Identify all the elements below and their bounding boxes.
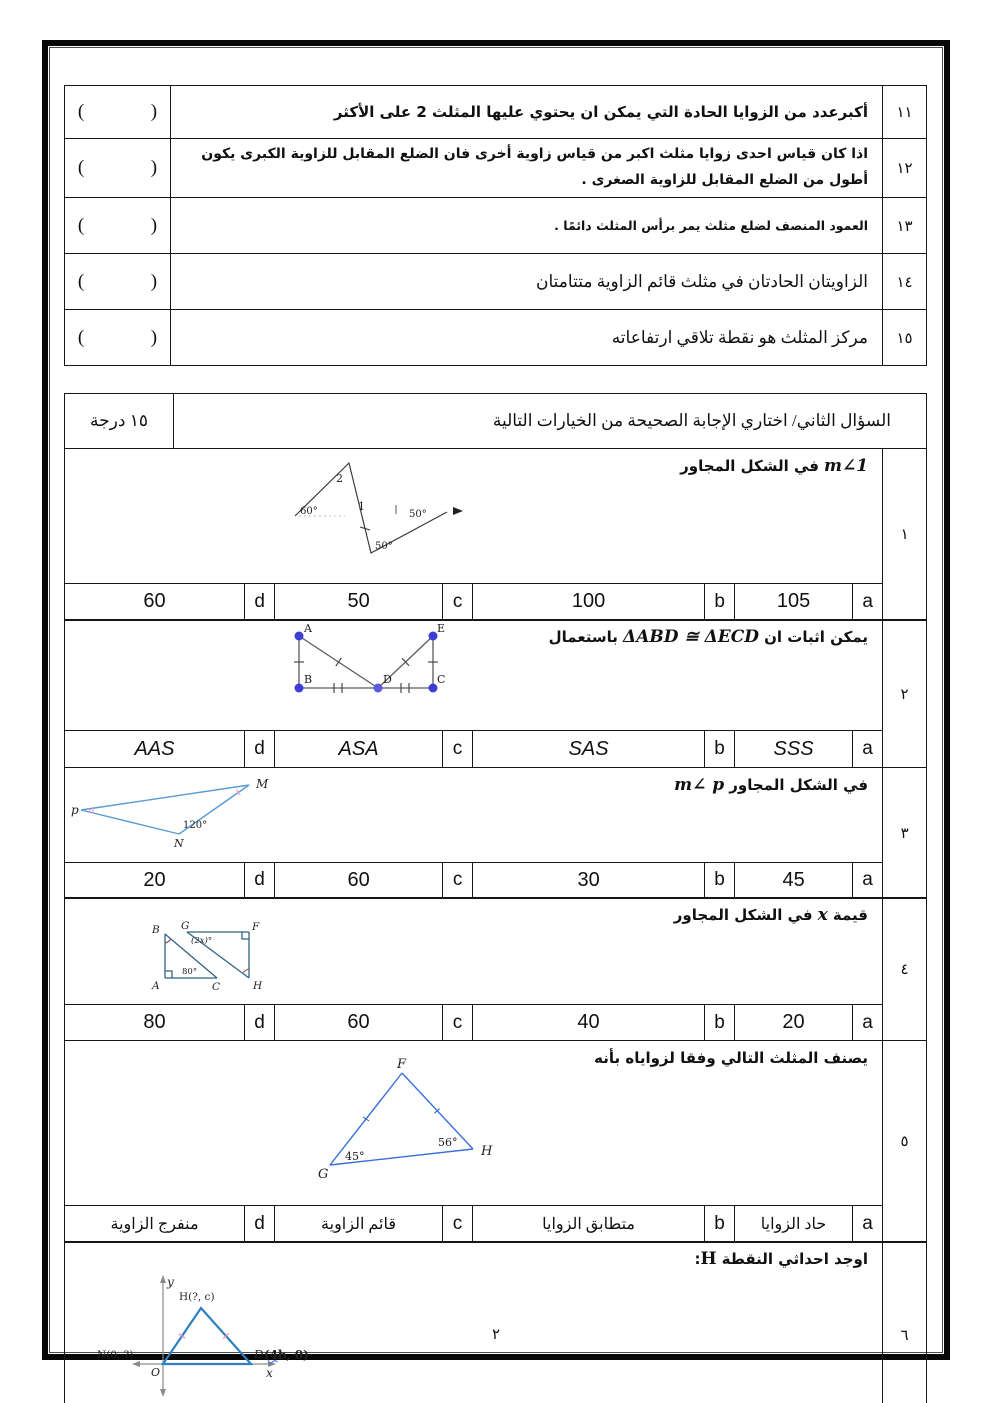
section-title: السؤال الثاني/ اختاري الإجابة الصحيحة من الخيارات التالية bbox=[174, 394, 927, 449]
vertex-G-label: G bbox=[318, 1166, 329, 1182]
option-value-d: AAS bbox=[65, 731, 245, 768]
point-D-label: D bbox=[254, 1347, 264, 1361]
question-body bbox=[65, 1242, 883, 1403]
vertex-A-label: A bbox=[152, 980, 160, 992]
angle-120-label: 120° bbox=[183, 819, 208, 831]
tf-item-number: ١٢ bbox=[883, 139, 927, 198]
option-letter-a: a bbox=[853, 731, 883, 768]
tf-row-11 bbox=[65, 86, 927, 139]
question-text-pre: اوجد احداثي النقطة bbox=[721, 1250, 868, 1268]
figure-q3-triangle-pmn bbox=[69, 774, 287, 850]
tf-answer-parens: ( ) bbox=[65, 198, 171, 254]
question-number: ٦ bbox=[883, 1242, 927, 1403]
tf-item-number: ١٤ bbox=[883, 254, 927, 310]
question-number: ٣ bbox=[883, 767, 927, 898]
page-frame-inner-line bbox=[49, 47, 943, 1380]
figure-q5-triangle-fgh bbox=[305, 1057, 510, 1187]
vertex-E-label: E bbox=[437, 622, 446, 635]
option-letter-c: c bbox=[443, 1205, 473, 1242]
option-value-a: SSS bbox=[735, 731, 853, 768]
option-letter-d: d bbox=[245, 1005, 275, 1041]
tf-statement: اذا كان قياس احدى زوايا مثلث اكبر من قياس زاوية أخرى فان الضلع المقابل للزاوية الكبرى يكون أطول من الضلع المقابل للزاوية الصغرى . bbox=[171, 139, 883, 198]
page-number: ٢ bbox=[491, 1327, 501, 1343]
figure-q2-congruent-triangles bbox=[283, 622, 453, 708]
option-value-c: 60 bbox=[275, 862, 443, 898]
option-value-a: حاد الزوايا bbox=[735, 1205, 853, 1242]
option-value-c: 60 bbox=[275, 1005, 443, 1041]
vertex-H-label: H bbox=[253, 980, 263, 992]
question-text: في الشكل المجاور bbox=[729, 775, 869, 794]
question-number: ٥ bbox=[883, 1040, 927, 1242]
option-value-c: ASA bbox=[275, 731, 443, 768]
answers-row bbox=[65, 1205, 927, 1242]
question-body bbox=[65, 767, 883, 862]
question-number: ٢ bbox=[883, 620, 927, 768]
option-letter-c: c bbox=[443, 862, 473, 898]
answers-row bbox=[65, 1005, 927, 1041]
option-value-c: 50 bbox=[275, 583, 443, 620]
option-letter-d: d bbox=[245, 862, 275, 898]
true-false-table bbox=[64, 85, 927, 366]
vertex-C-label: C bbox=[212, 981, 221, 992]
page-frame bbox=[42, 40, 950, 1380]
question-text-post: : bbox=[694, 1250, 701, 1268]
angle-50-bottom-label: 50° bbox=[375, 540, 393, 552]
option-letter-b: b bbox=[705, 1005, 735, 1041]
figure-q1-angle-diagram bbox=[287, 453, 469, 565]
option-letter-b: b bbox=[705, 1205, 735, 1242]
angle-56-label: 56° bbox=[438, 1135, 458, 1149]
vertex-D-label: D bbox=[383, 673, 392, 686]
question-text-pre: قيمة bbox=[832, 906, 869, 924]
option-value-d: 20 bbox=[65, 862, 245, 898]
angle-2x-label: (2x)° bbox=[191, 936, 213, 946]
triangle-edges bbox=[299, 636, 433, 688]
option-letter-d: d bbox=[245, 583, 275, 620]
tf-row-15 bbox=[65, 310, 927, 366]
tf-answer-parens: ( ) bbox=[65, 254, 171, 310]
question-math: m∠1 bbox=[824, 455, 869, 476]
option-letter-d: d bbox=[245, 1205, 275, 1242]
option-letter-d: d bbox=[245, 731, 275, 768]
option-value-a: 105 bbox=[735, 583, 853, 620]
tf-statement: أكبرعدد من الزوايا الحادة التي يمكن ان يحتوي عليها المثلث 2 على الأكثر bbox=[171, 86, 883, 139]
point-D-coordinates: (4b, 0) bbox=[264, 1348, 309, 1362]
vertex-points bbox=[295, 632, 438, 693]
option-letter-a: a bbox=[853, 583, 883, 620]
question-body bbox=[65, 898, 883, 1005]
tf-answer-parens: ( ) bbox=[65, 139, 171, 198]
vertex-B-label: B bbox=[152, 924, 160, 936]
question-5 bbox=[64, 1040, 927, 1243]
question-text: يصنف المثلث التالي وفقا لزواياه بأنه bbox=[594, 1048, 869, 1067]
option-letter-a: a bbox=[853, 862, 883, 898]
angle-45-label: 45° bbox=[345, 1149, 365, 1163]
question-text-post: باستعمال bbox=[548, 628, 618, 646]
option-value-b: SAS bbox=[473, 731, 705, 768]
vertex-C-label: C bbox=[437, 673, 446, 686]
question-text-pre: يمكن اثبات ان bbox=[764, 628, 869, 646]
tf-statement: العمود المنصف لضلع مثلث يمر برأس المثلث دائمًا . bbox=[171, 198, 883, 254]
option-letter-b: b bbox=[705, 583, 735, 620]
question-body bbox=[65, 448, 883, 583]
option-value-d: 60 bbox=[65, 583, 245, 620]
question-text-post: في الشكل المجاور bbox=[673, 906, 813, 924]
option-letter-c: c bbox=[443, 731, 473, 768]
question-math: m∠ p bbox=[674, 774, 725, 795]
question-6 bbox=[64, 1241, 927, 1403]
mcq-section bbox=[64, 393, 927, 1403]
option-letter-c: c bbox=[443, 1005, 473, 1041]
option-value-b: 40 bbox=[473, 1005, 705, 1041]
answers-row bbox=[65, 731, 927, 768]
triangle-edges bbox=[81, 785, 249, 834]
question-body bbox=[65, 620, 883, 731]
question-math: H bbox=[700, 1249, 717, 1269]
figure-q4-right-triangles bbox=[143, 920, 278, 992]
tf-row-12 bbox=[65, 139, 927, 198]
vertex-F-label: F bbox=[397, 1056, 407, 1072]
option-value-d: منفرج الزاوية bbox=[65, 1205, 245, 1242]
option-letter-a: a bbox=[853, 1005, 883, 1041]
angle-80-label: 80° bbox=[182, 967, 198, 977]
vertex-G-label: G bbox=[181, 920, 190, 932]
option-value-a: 45 bbox=[735, 862, 853, 898]
option-value-c: قائم الزاوية bbox=[275, 1205, 443, 1242]
tf-item-number: ١٥ bbox=[883, 310, 927, 366]
points-label: ١٥ درجة bbox=[65, 394, 174, 449]
question-4 bbox=[64, 897, 927, 1041]
tf-row-13 bbox=[65, 198, 927, 254]
question-text: في الشكل المجاور bbox=[680, 456, 819, 475]
tf-answer-parens: ( ) bbox=[65, 86, 171, 139]
vertex-B-label: B bbox=[304, 673, 313, 686]
y-axis-label: y bbox=[167, 1275, 174, 1289]
option-value-b: 30 bbox=[473, 862, 705, 898]
question-2 bbox=[64, 619, 927, 768]
question-math: ΔABD ≅ ΔECD bbox=[623, 627, 760, 647]
tf-statement: الزاويتان الحادتان في مثلث قائم الزاوية متتامتان bbox=[171, 254, 883, 310]
question-body bbox=[65, 1040, 883, 1205]
ray-arrow-icon bbox=[453, 507, 463, 515]
tf-answer-parens: ( ) bbox=[65, 310, 171, 366]
x-axis-label: x bbox=[266, 1366, 273, 1380]
angle-50-right-label: 50° bbox=[409, 508, 427, 520]
option-value-b: متطابق الزوايا bbox=[473, 1205, 705, 1242]
vertex-N-label: N bbox=[174, 836, 184, 850]
question-number: ١ bbox=[883, 448, 927, 620]
mcq-header-table bbox=[64, 393, 927, 449]
option-letter-b: b bbox=[705, 862, 735, 898]
origin-label: O bbox=[151, 1366, 161, 1379]
question-number: ٤ bbox=[883, 898, 927, 1041]
tf-item-number: ١١ bbox=[883, 86, 927, 139]
vertex-A-label: A bbox=[304, 622, 312, 635]
angle-60-label: 60° bbox=[300, 505, 318, 517]
angle-1-label: 1 bbox=[358, 499, 365, 513]
question-3 bbox=[64, 767, 927, 899]
vertex-M-label: M bbox=[256, 776, 269, 791]
point-N-label: N(0, ?) bbox=[97, 1349, 134, 1361]
tf-statement: مركز المثلث هو نقطة تلاقي ارتفاعاته bbox=[171, 310, 883, 366]
side-ticks bbox=[363, 1108, 440, 1120]
vertex-F-label: F bbox=[252, 921, 260, 933]
answers-row bbox=[65, 583, 927, 620]
question-math: x bbox=[817, 905, 828, 925]
angle-2-label: 2 bbox=[336, 471, 343, 485]
tf-item-number: ١٣ bbox=[883, 198, 927, 254]
option-letter-b: b bbox=[705, 731, 735, 768]
true-false-section bbox=[64, 85, 927, 366]
option-letter-c: c bbox=[443, 583, 473, 620]
vertex-P-label: p bbox=[71, 802, 79, 817]
answers-row bbox=[65, 862, 927, 898]
option-letter-a: a bbox=[853, 1205, 883, 1242]
vertex-H-label: H bbox=[481, 1143, 493, 1159]
zigzag-lines bbox=[295, 463, 447, 553]
option-value-d: 80 bbox=[65, 1005, 245, 1041]
option-value-b: 100 bbox=[473, 583, 705, 620]
question-1 bbox=[64, 448, 927, 621]
option-value-a: 20 bbox=[735, 1005, 853, 1041]
angle-marks bbox=[90, 789, 241, 812]
point-H-label: H(?, c) bbox=[179, 1291, 215, 1303]
tf-row-14 bbox=[65, 254, 927, 310]
